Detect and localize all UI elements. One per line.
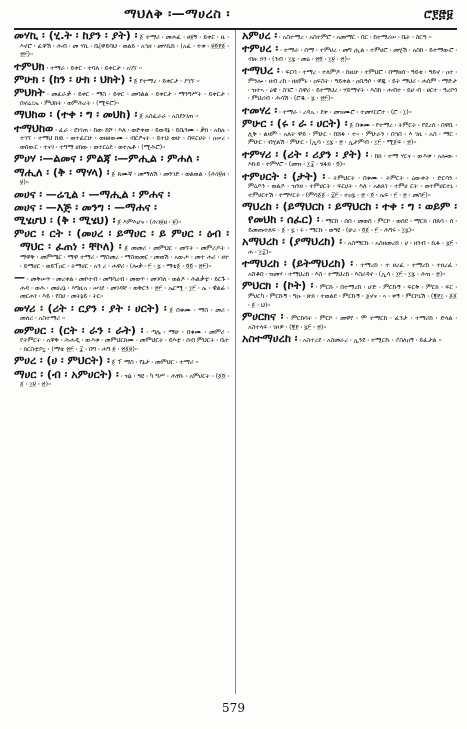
entry-headword: መሀና ፡ —ሬጊል ፡ —ማሒል ፡ ምሐና ፡ — [14, 187, 171, 201]
dictionary-entry — [14, 167, 229, 188]
entry-headword: — — [14, 270, 25, 284]
dictionary-entry — [242, 171, 457, 201]
entry-definition: ፡ ተማራ ፡ ይቀር ፡ ተባለ ፡ ይቀርታ ፡ አገኘ ። — [44, 64, 142, 72]
entry-headword: ምህርክ ፡ (ኮት) ፡ — [241, 279, 314, 293]
dictionary-entry — [14, 109, 229, 122]
entry-headword: ተማህረከ ፡ (ይትማህረከ) ፡ — [241, 257, 353, 271]
dictionary-entry — [242, 149, 457, 170]
entry-definition: ፩ አስፈራራ ፡ አስደነገጠ ። — [137, 113, 199, 121]
page-number: 579 — [222, 701, 245, 715]
dictionary-entry — [14, 355, 229, 368]
entry-headword: መሃሪ ፡ (ሪት ፡ ርያን ፡ ያት ፡ ሀርት) ፡ — [14, 301, 167, 315]
column-divider — [235, 30, 236, 694]
entry-definition: ፩ እምእሆና ፡ (ሕገ፱ዘ ፡ ፱)። — [115, 219, 182, 227]
entry-definition: ፩ ፕ ማስ ፡ የኔታ ፡ መምህር ፡ ተማሪ ። — [109, 359, 199, 367]
entry-headword: ማህከወ ፡ (ተቀ ፡ ግ ፡ መህከ) ፡ — [14, 108, 138, 122]
dictionary-entry — [242, 280, 457, 310]
dictionary-entry — [242, 105, 457, 118]
entry-definition: ፡ ተማረከ ፡ ተ ዘረፈ ፡ ተማረከ ፡ ተዘረፈ ፡ አሸቆበ ፡ ዝመሃ ፡ ተማህረከ ፡ እስ ፡ ተማህረከ ፡ እስሪዳኖ ፡ (ኢሳ ፡ ፲፫ ፡ ፲፯ ፡ ሕዝ ፡ ፳)። — [247, 262, 457, 278]
entry-definition: ፡ ማርከ ፡ ሰበ ፡ መወሰ ፡ ምርኮ ፡ ወሰደ ፡ ማርክ ፡ በጸሳ ፡ ሰ ፡ ይመጡተለፍ ፡ ፩ ፡ ፯ ፡ ሩ ፡ ማርኩ ፡ ወዓዩ ፡ (ሁረ ፡ ፬፩ ፡ ፫ ፡ ሕግሩ ፡ ፲፯)። — [247, 218, 457, 234]
dictionary-entry — [14, 61, 229, 74]
dictionary-entry — [14, 303, 229, 324]
entry-headword: ምህክት — [14, 86, 45, 100]
dictionary-columns — [14, 30, 457, 694]
entry-headword: ምሀረ ፡ (ሀ ፡ ምህርት) ፡ — [14, 354, 110, 368]
entry-headword: መሃኪ ፡ (ሂ.ት ፡ ከያን ፡ ያት) ፡ — [14, 30, 138, 42]
entry-headword: መሀና ፡ —እጅ ፡ መንግ ፡ —ማሐና ፡ — [14, 200, 157, 214]
dictionary-entry — [242, 118, 457, 148]
entry-definition: ፡ ፈራ ፡ ደነገጠ ፡ ከወ፡ ከሾ ፡ እለ ፡ ወድቀወ ፡ ይወዳኔ ፡ ይቤንሙ ፡ ቃክ ፡ አከሉ ፡ ተገኘ ፡ ተማህ ከዉ ፡ ወተፈርሁ ፡ ወዘፀውሙ ፡ ብርዖናት ፡ ይተህ ወሁ ፡ በፍርሀት ፡ ዐሠረ ፡ ወሰውር ፡ ተናገ ፡ ተግማ ሀክው ፡ ወተርዕደ ፡ ወተኤቶ ፡ (ሚሕሮ)። — [20, 126, 229, 151]
entry-definition: ፩ ተማሪ ፡ መሐፈ ፡ ፀ፱ኝ ፡ ይቀር ፡ ዚ ፡ እኖሮ ፡ ፈዋሽ ፡ ሕብ ፡ መ ሃኪ ፡ ቤ|ዋይባህ ፡ ወልይ ፡ አኅዘ ፡ መሃኪከ ፡ (አፈ ፡ ተቱ ፡ ፱፬፻፩ ፡ ፳፫)። — [20, 34, 229, 59]
page-header — [14, 6, 457, 30]
right-column — [242, 30, 457, 694]
entry-headword: ማሒለ ፡ (ቅ ፡ ማሃላ) ፡ — [14, 165, 110, 179]
entry-headword: ተምህክ — [14, 59, 45, 73]
entry-headword: ተማህከወ — [14, 121, 54, 135]
entry-headword: አማህረከ ፡ (ያማህረከ) ፡ — [241, 235, 342, 249]
entry-definition: ፡ አስማርኩ ፡ አስዘመረከ ፡ ሀ ፡ ዘንብ ፡ ኪፋ ፡ ፯፫ ፡ ሐ ፡ ፲፰)። — [247, 240, 457, 256]
entry-definition: ፩ በቁሙ ፡ ማስ ፡ መሪ ፡ መለሪ ፡ አስተማሪ ። — [20, 306, 229, 323]
entry-headword: ምሁር ፡ (ሩ ፡ ራ ፡ ሀርት) ፡ — [241, 117, 348, 130]
entry-definition: ፡ አስተረደ ፡ አስመራረ ፡ ኢንደ ፡ ተሚርኩ ፡ ያስለዐኝ ፡ ይፈታል ። — [297, 336, 442, 344]
dictionary-entry — [14, 123, 229, 153]
dictionary-entry — [14, 189, 229, 202]
entry-definition: ፡ ምርኩ ፡ በተማረከ ፡ ሆድ ፡ ምርኩኝ ፡ ፍርቅ ፡ ምርክ ፡ ፍር ፡ ምሀርካ ፡ ምርኩኝ ፡ ግዑ ፡ ጽክ ፡ ተወልደ ፡ ምርኩኝ ፡ ጀኖና ፡ ኣ ፡ ቀኝ ፡ ምርኮኒሽ ፡ (፪፻፲ ፡ ፩፩ ፡ ፩ ፡ ህ)። — [247, 284, 457, 309]
page-number-ethiopic: ሮ፻፸፱ — [423, 7, 453, 21]
dictionary-entry — [14, 74, 229, 87]
entry-headword: ምሀሃ ፡—ልመና ፡ ምልጃ ፡—ምሒል ፡ ምሐለ ፡ — [14, 152, 200, 166]
entry-definition: ፡ ከክ ፡ ተማ ሃርና ፡ ውእቱ ፡ አሎው ፡ እኩይ ፡ ተምሃሮ ፡ (መዝ ፡ ፲፰ ፡ ሄፋክ ፡ ፬)። — [247, 152, 457, 169]
dictionary-entry — [14, 228, 229, 271]
dictionary-entry — [14, 369, 229, 390]
dictionary-entry — [14, 325, 229, 355]
entry-headword: ማህረከ ፡ (ይማህርከ ፡ ይማህርከ ፡ ተቀ ፡ ግ ፡ ወይም ፡ የመህከ ፡ ሰፈር) ፡ — [241, 200, 457, 227]
entry-definition: ፡ ተማራ ፡ ረዳኡ ፡ ደቀ ፡ መዝሙሮ ፡ ተመሃርሮተ ፡ (ሮ ፡ ፲)። — [277, 108, 412, 116]
entry-definition: ፡ ጣሌ ፡ ማሁ ፡ በቁሙ ፡ መምሪ ፡ የትምርት ፡ አዋቅ ፡ ሕሐዲ ፡ ውእቱ ፡ መምህርክሙ ፡ መምህርት ፡ ይእቲ ፡ ሰብ ምህርት ፡ ቤተ ፡ ክርስቲያኗ ፡ (ማቴ ፳፫ ፡ ፰ ፡ በግ ፡ ሐግ ፱ ፡ ፳፩፱)። — [20, 328, 229, 353]
entry-headword: ሚሄሆህ ፡ (ቅ ፡ ሚሄህ) ፡ — [14, 214, 116, 228]
dictionary-entry — [14, 153, 229, 166]
entry-definition: ፡ አስተማረ ፡ አስተምሮ ፡ አመማር ፡ በር ፡ ከተማሪሠ ፡ ቤት ፡ ስርዓ ። — [277, 34, 432, 41]
dictionary-entry — [14, 30, 229, 60]
entry-headword: ተምሀርት ፡ (ታት) ፡ — [241, 169, 326, 183]
entry-definition: ፩ በቁሙ ፡ የተማረ ፡ ትምርት ፡ የደረሰ ፡ በዋቢ ፡ ሊቅ ፡ ልዛም ፡ አለት ዋይ ፡ ምሁር ፡ በሸፋ ፡ ተ፡፡ ፡ ምሁራን ፡ በኅበ ፡ እ ገዚ ፡ አስ ፡ ማር ፡ ምሁር ፡ ብሂልሽ ፡ ምሁር ፡ (ኢሳ ፡ ፲፯ ፡ ፳ ፡ ኢታምብ ፡ ፲፫ ፡ ሚ፩ፍ ፡ ፳)። — [247, 122, 457, 147]
page-footer — [0, 701, 467, 715]
entry-headword: ምሀር ፡ ርት ፡ (መሀረ ፡ ይማሀር ፡ ይ ምሀር ፡ ዕብ ፡ ማህር ፡ ፈጠነ ፡ ቸኮለ) ፡ — [14, 227, 229, 254]
entry-headword: ተማህረ ፡ — [241, 64, 280, 78]
entry-headword: አስተማሀረከ ፡ — [241, 331, 298, 345]
entry-headword: ምሀርክና ፡ — [241, 309, 284, 323]
dictionary-entry — [14, 215, 229, 228]
dictionary-entry — [14, 202, 229, 215]
entry-definition: ፩ የተማረ ፡ ይቀርታ ፡ ያገኘ ። — [131, 78, 200, 85]
entry-headword: ተምሃሪ ፡ (ሪት ፡ ሪያን ፡ ያት) ፡ — [241, 147, 369, 161]
entry-definition: ፡ ዝኔ ፡ ዓዩ ፡ ካ ግሥ ፡ ሕፃኩ ፡ አምሀርት ፡ (፩፬ ፡ ፩ ፡ ፲፱ ፡ ፳)። — [20, 372, 229, 389]
dictionary-entry — [14, 87, 229, 108]
dictionary-entry — [242, 333, 457, 346]
dictionary-entry — [242, 65, 457, 104]
entry-headword: መምሀር ፡ (ርት ፡ ራን ፡ ራት) ፡ — [14, 323, 144, 337]
entry-definition: ፡ መቅሠጥ ፡ መረቀል ፡ መኮተብ ፡ መግባረብ ፡ መወጥ ፡ መገባለ ፡ ወልዶ ፡ ሕልቃቲ ፡ ይርጉ ፡ ሐዳ ፡ ወሕ ፡ መሀረኔ ፡ እግዚአ ፡ ሠገደ ፡ መገዳቸ ፡ ወቅርን ፡ ፳፫ ፡ ኤርሚ ፡ ፲፫ ፡ ኤ ፡ ዊልፊ ፡ መርሐነ ፡ እይ ፡ የበሀ ፡ መትኔይ ፡ ትር። — [20, 275, 229, 301]
entry-definition: ፡ ተማራ ፡ ሰማ ፡ ተምሀረ ፡ መግ ሒል ፡ ተምሀሮ ፡ መሂሽ ፡ አስከ ፡ ይተማውሮ ፡ ብዙ ኃን ፡ (ንብ ፡ ፲፯ ፡ መዕ ፡ ፳፬ ፡ ፲፱ ፡ ፳)። — [247, 47, 457, 63]
entry-definition: ፡ ፍርባ ፡ ተማረ ፡ ተለምዶ ፡ ከዚሁ ፡ ተምህሮ ፡ በማዘሰ ፡ ዓይቂ ፡ ዓይኖ ፡ ዐተ ፡ ምንሎ ፡ ዘብ ረከ ፡ ዘዘምኑ ፡ ዐፍስት ፡ ዓይቀል ፡ ዐቢዓሶ ፡ ዋጁ ፡ ይት ማህሪ ፡ ሐሰም ፡ ማድታ ፡ ዝተኣ ፡ ዕዌ ፡ ስገሮ ፡ ስዋሪ ፡ ይተማህረ ፡ ሃይማኖት ፡ እስከ ፡ ሐብተ ፡ ይሀ ብ ፡ ፀርተ ፡ ዓረቦጎ ፡ ምህሪብ ፡ ሕሳሽ ፡ (ሮዱ ፡ ፯ ፡ ፳፫)። — [247, 69, 457, 103]
entry-definition: ፩ መመሪ ፡ መምህር ፡ መኘት ፡ መምሪዶት ፡ ማዋቅ ፡ መምሜር ፡ ማዋ ተማሪ ፡ ማስመረ ፡ ማስወመር ፡ መወሽ ፡ አውሖ ፡ መተ ሐሪ ፡ ዘተ ፡ ይማሀር ፡ ወይፕዐር ፡ ትማሀር ፡ አን ረ ፡ ሐዋሪ ፡ (ሎቃ ፡ ፫ ፡ ፯ ፡ ማቴ፩ ፡ ፬፬ ፡ ፳፫)። — [20, 245, 229, 270]
entry-headword: አምሀረ ፡ — [241, 30, 278, 42]
entry-headword: ተምሀረ ፡ — [241, 42, 279, 56]
entry-definition: ፡ ትምህርት ፡ በቁሙ ፡ ትምርት ፡ ዕውቀት ፡ ድርሳን ፡ ምዕዶን ፡ ወልዶ ፡ ዝንዘ ፡ ተምሀርት ፡ ፍርሀት ፡ እለ ፡ አልጸገ ፡ ተምሀ ርት ፡ ወተምሀርተኒ ፡ ተምሀርተሽ ፡ ተማሃርት ፡ (ምሳ፩፩ ፡ ፰፫ ፡ ተዐ፯ ፡ ፳ ፡ ፬ ፡ ኤፍ ፡ ፫ ፡ ፳ ፡ መስ፫)። — [247, 174, 457, 200]
entry-headword: ተመሃረ ፡ — [241, 103, 278, 117]
entry-definition: ፩ ጸሙኛ ፡ መማለሽ ፡ መንገድ ፡ ወልወል ፡ (ሕገ፱ዘ ፡ ፱)። — [20, 170, 229, 187]
dictionary-entry — [242, 311, 457, 332]
entry-headword: ማሀር ፡ (ብ ፡ አምሀርት) ፡ — [14, 367, 119, 381]
dictionary-entry — [14, 272, 229, 302]
running-header-title: ማህለቅ ፡—ማሀረስ ፡ — [124, 7, 231, 22]
entry-definition: ፡ ምርከሳት ፡ ምርኮ ፡ መዋየ ፡ ሞ ተማርከ ፡ ፈንታ ፡ ተማሪከ ፡ ድላል ፡ አስተላፍ ፡ ገዞዎ ፡ (፪፻ ፡ ፯፫ ፡ ፳)። — [247, 314, 457, 331]
dictionary-entry — [242, 43, 457, 64]
left-column — [14, 30, 229, 694]
entry-headword: ምሁክ ፡ (ከን ፡ ሁክ ፡ ህክት) ፡ — [14, 73, 132, 86]
dictionary-entry — [242, 236, 457, 257]
dictionary-entry — [242, 201, 457, 235]
dictionary-entry — [242, 258, 457, 279]
entry-definition: ፡ መፈራቃ ፡ ይቀር ፡ ማስ ፡ ይቀር ፡ መባልል ፡ ይቀርታ ፡ ማንግሥት ፡ ይቀርታ ፡ በኖሬ፤ኤ ፡ ምህክት ፡ ወምሕረት ፡ (ሚፍሮ)። — [20, 91, 229, 107]
dictionary-entry — [242, 30, 457, 43]
